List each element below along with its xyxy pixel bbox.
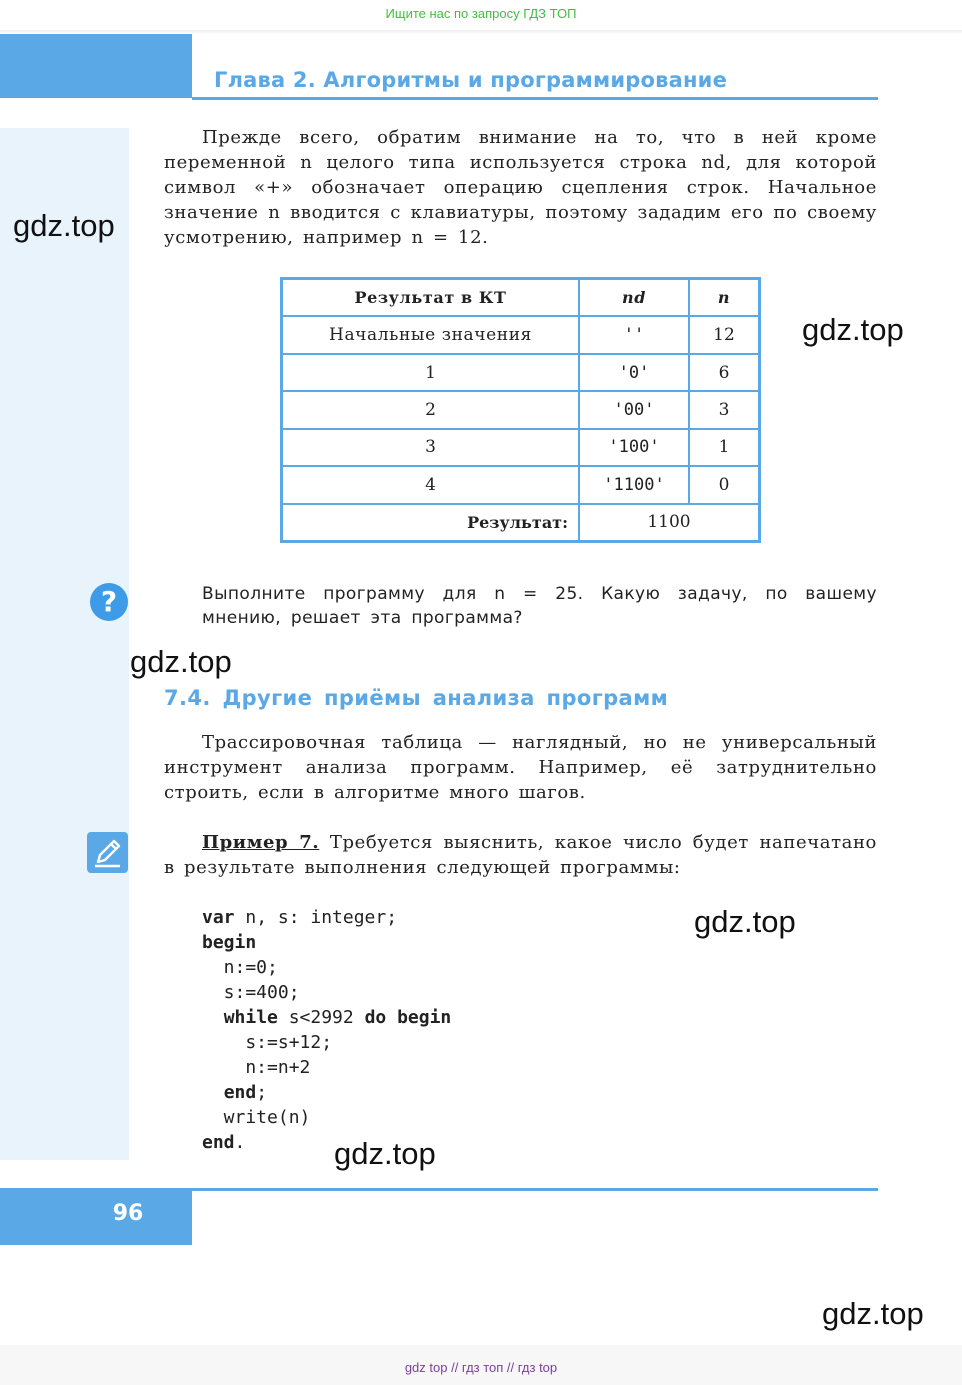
table-cell: 12 bbox=[689, 316, 760, 353]
table-cell: 1 bbox=[282, 354, 580, 391]
table-cell: 4 bbox=[282, 466, 580, 503]
chapter-color-block bbox=[0, 34, 192, 98]
margin-sidebar bbox=[0, 128, 129, 1160]
table-row bbox=[282, 466, 760, 503]
table-cell: '100' bbox=[579, 429, 689, 466]
code-line: s:=400; bbox=[202, 982, 300, 1003]
watermark: gdz.top bbox=[13, 208, 115, 243]
table-header-row bbox=[282, 279, 760, 317]
table-row bbox=[282, 354, 760, 391]
question-icon: ? bbox=[90, 583, 128, 621]
table-cell: 0 bbox=[689, 466, 760, 503]
example-paragraph bbox=[164, 830, 877, 880]
chapter-title: Глава 2. Алгоритмы и программирование bbox=[214, 68, 728, 92]
result-value: 1100 bbox=[579, 504, 760, 542]
code-line: while s<2992 do begin bbox=[223, 1007, 452, 1028]
code-line: s:=s+12; bbox=[202, 1032, 333, 1053]
footer-links[interactable]: gdz top // гдз топ // гдз top bbox=[404, 1360, 558, 1375]
code-line: begin bbox=[202, 932, 257, 953]
header-n: n bbox=[689, 279, 760, 317]
table-cell: 2 bbox=[282, 391, 580, 428]
table-row bbox=[282, 316, 760, 353]
watermark: gdz.top bbox=[334, 1136, 436, 1171]
code-line: end. bbox=[202, 1132, 246, 1153]
page-number: 96 bbox=[112, 1201, 144, 1226]
example-text: Требуется выяснить, какое число будет напечатано в результате выполнения следующей программы: bbox=[164, 832, 877, 878]
table-cell: '1100' bbox=[579, 466, 689, 503]
intro-paragraph bbox=[164, 125, 877, 250]
watermark: gdz.top bbox=[130, 644, 232, 679]
table-cell: 6 bbox=[689, 354, 760, 391]
result-label: Результат: bbox=[282, 504, 580, 542]
code-line: end; bbox=[223, 1082, 268, 1103]
table-cell: '' bbox=[579, 316, 689, 353]
header-result: Результат в КТ bbox=[282, 279, 580, 317]
code-line: var n, s: integer; bbox=[202, 907, 398, 928]
table-cell: 1 bbox=[689, 429, 760, 466]
section-paragraph bbox=[164, 730, 877, 805]
trace-table bbox=[280, 277, 761, 543]
watermark: gdz.top bbox=[694, 904, 796, 939]
section-text: Трассировочная таблица — наглядный, но не универсальный инструмент анализа программ. Например, её затруднительно строить, если в алгоритме много шагов. bbox=[164, 732, 877, 803]
watermark: gdz.top bbox=[822, 1296, 924, 1331]
question-text: Выполните программу для n = 25. Какую задачу, по вашему мнению, решает эта программа? bbox=[202, 584, 877, 628]
table-result-row bbox=[282, 504, 760, 542]
code-line: n:=0; bbox=[202, 957, 278, 978]
table-cell: Начальные значения bbox=[282, 316, 580, 353]
pencil-icon bbox=[87, 832, 128, 873]
table-row bbox=[282, 429, 760, 466]
top-banner[interactable]: Ищите нас по запросу ГДЗ ТОП bbox=[385, 6, 577, 21]
bottom-rule bbox=[192, 1188, 878, 1191]
code-line: write(n) bbox=[202, 1107, 311, 1128]
code-line: n:=n+2 bbox=[202, 1057, 311, 1078]
table-cell: '00' bbox=[579, 391, 689, 428]
section-title: 7.4. Другие приёмы анализа программ bbox=[164, 686, 669, 710]
table-row bbox=[282, 391, 760, 428]
code-listing bbox=[202, 905, 451, 1155]
chapter-underline bbox=[192, 97, 878, 100]
intro-text: Прежде всего, обратим внимание на то, что в ней кроме переменной n целого типа используется строка nd, для которой символ «+» обозначает операцию сцепления строк. Начальное значение n вводится с клавиатуры, поэтому зададим его по своему усмотрению, например n = 12. bbox=[164, 127, 877, 248]
header-nd: nd bbox=[579, 279, 689, 317]
table-cell: 3 bbox=[282, 429, 580, 466]
table-cell: 3 bbox=[689, 391, 760, 428]
table-cell: '0' bbox=[579, 354, 689, 391]
example-label: Пример 7. bbox=[202, 832, 320, 853]
watermark: gdz.top bbox=[802, 312, 904, 347]
